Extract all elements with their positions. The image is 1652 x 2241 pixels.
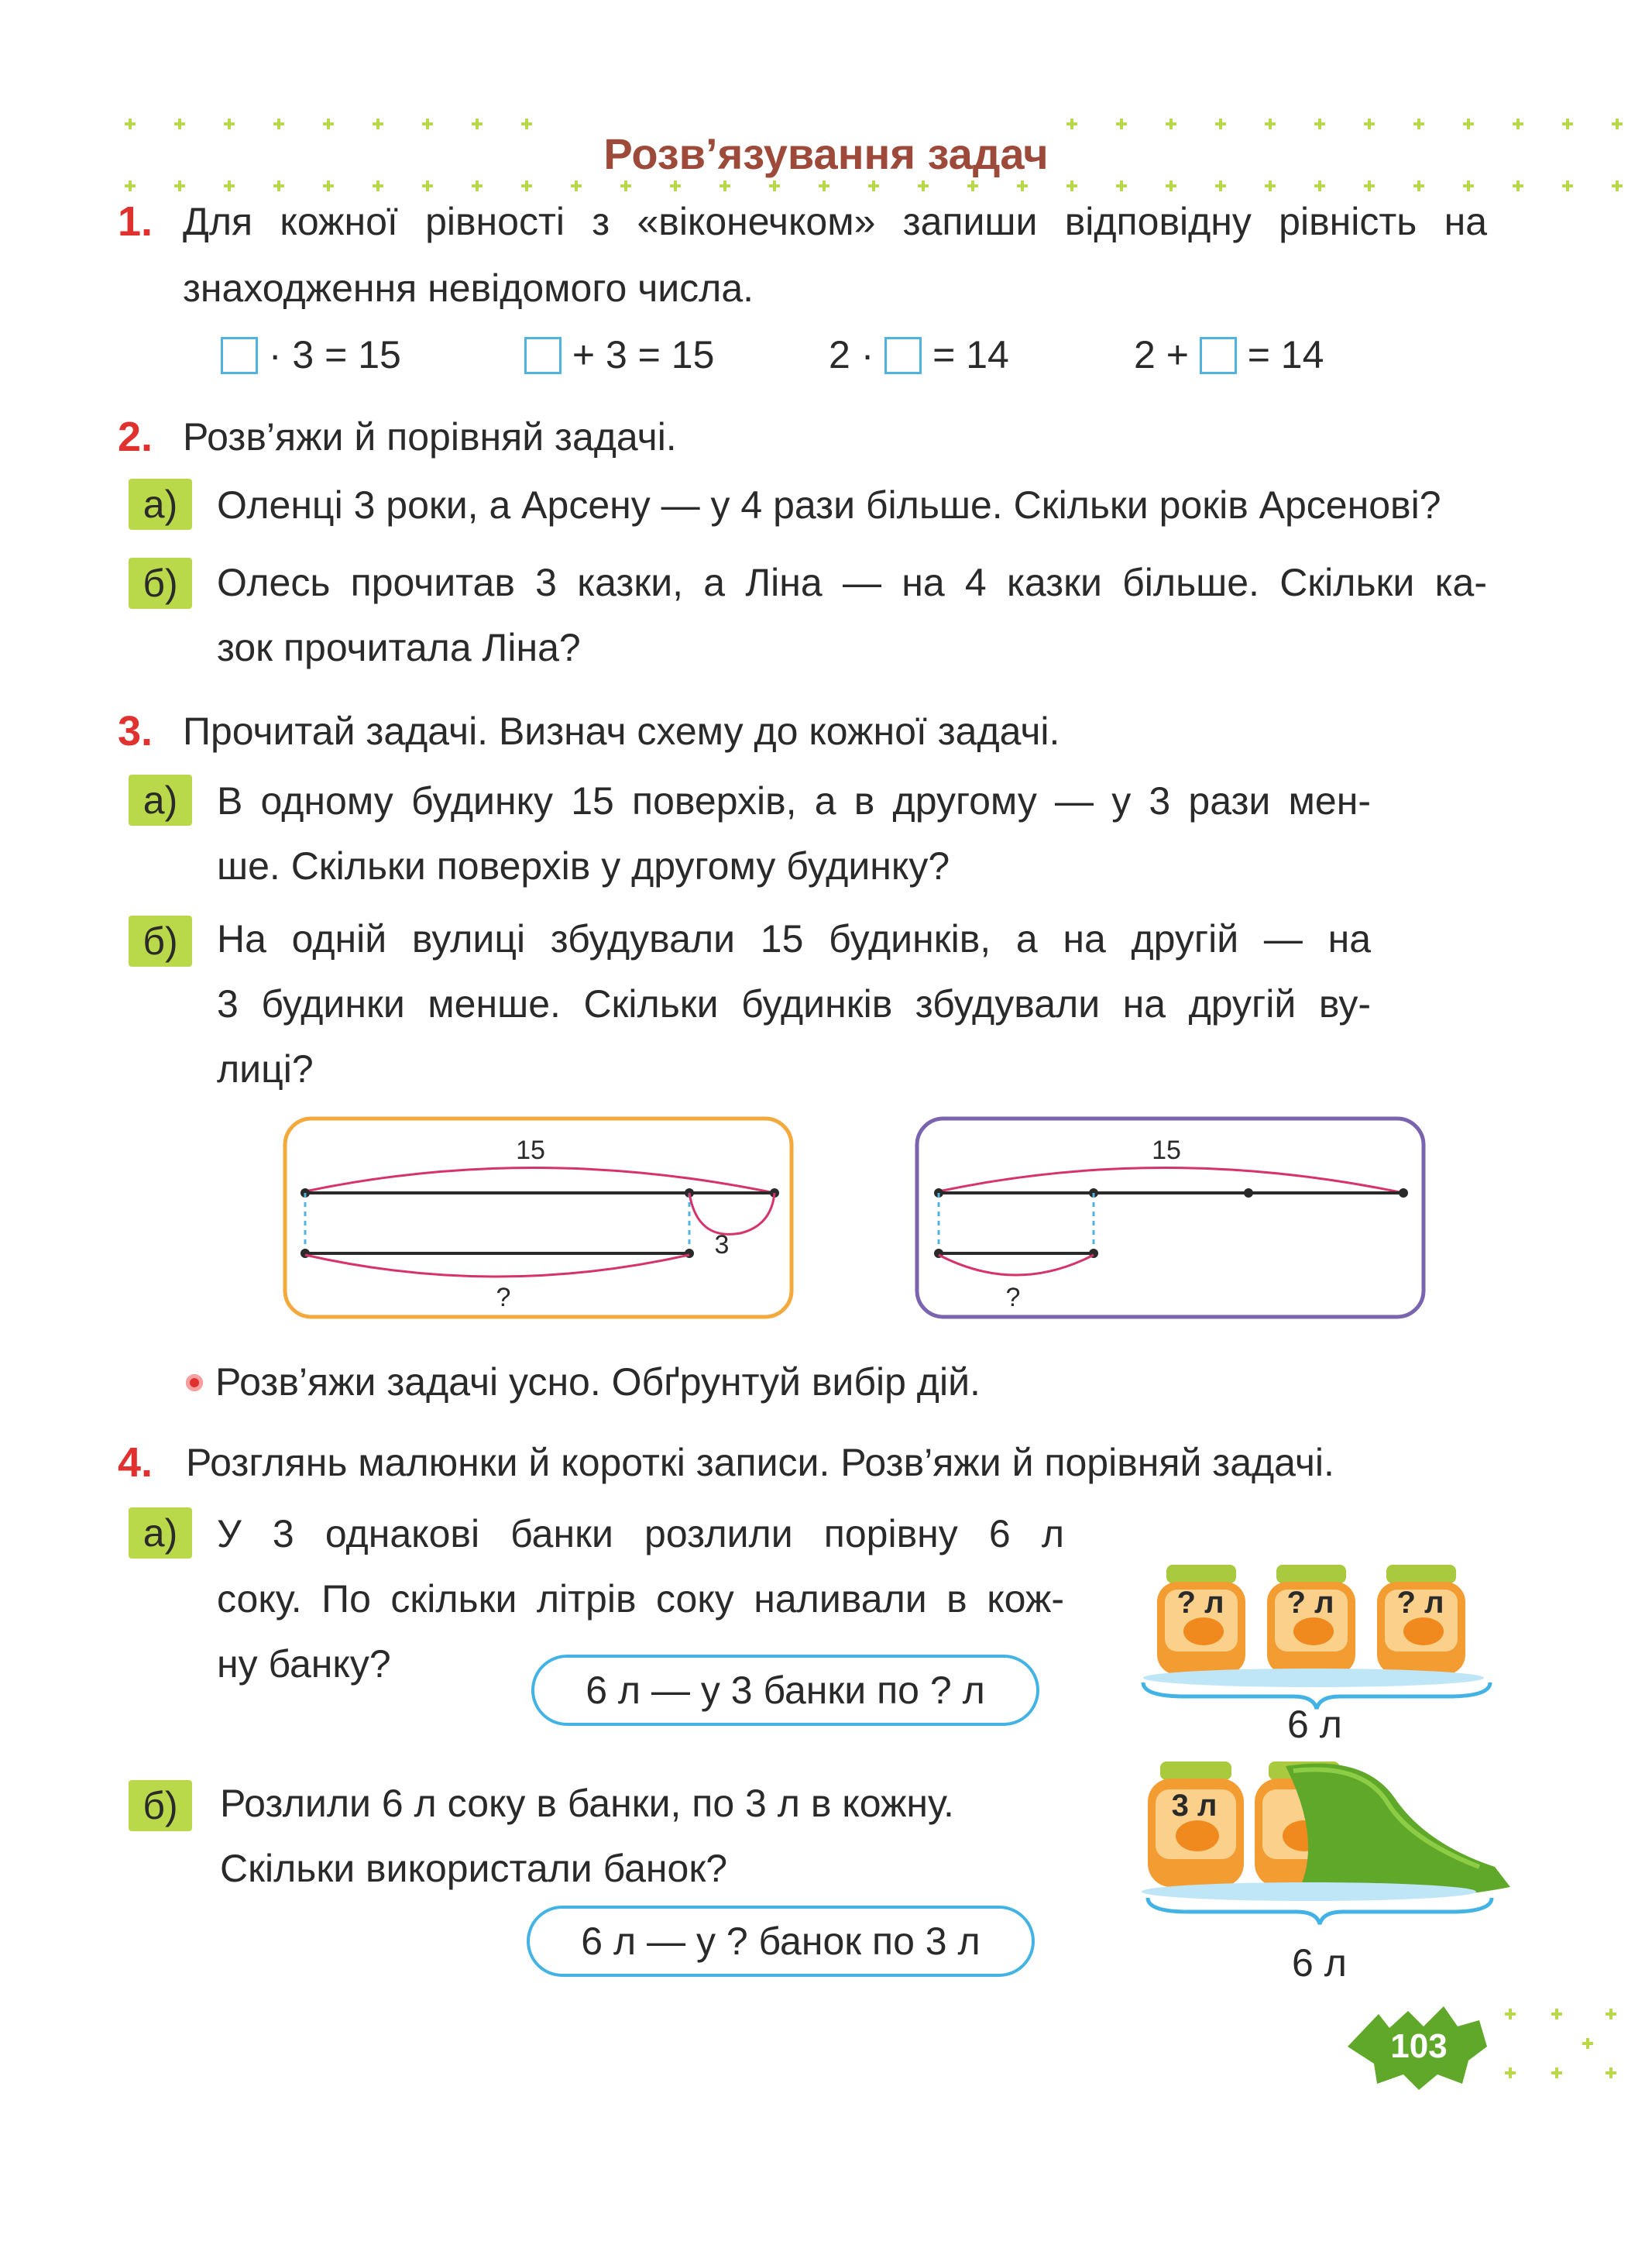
task3-text: Прочитай задачі. Визнач схему до кожної задачі. (183, 710, 1060, 753)
task2-label-a: а) (129, 479, 192, 530)
task3-label-b: б) (129, 916, 192, 967)
task2-b-line1: Олесь прочитав 3 казки, а Ліна — на 4 казки більше. Скільки ка- (217, 561, 1487, 604)
jar-icon (1377, 1565, 1465, 1675)
task2-a-text: Оленці 3 роки, а Арсену — у 4 рази більше. Скільки років Арсенові? (217, 483, 1441, 527)
equation-1: · 3 = 15 (221, 332, 401, 378)
task4-text: Розглянь малюнки й короткі записи. Розв’яжи й порівняй задачі. (186, 1441, 1334, 1484)
scheme-1-top-label: 15 (516, 1136, 545, 1165)
unknown-box (221, 337, 258, 374)
task4-b-line1: Розлили 6 л соку в банки, по 3 л в кожну. (220, 1782, 954, 1825)
jar-icon (1148, 1762, 1244, 1887)
task4-number: 4. (118, 1439, 153, 1486)
task3-b-line1: На одній вулиці збудували 15 будинків, а на другій — на (217, 917, 1371, 961)
task4-a-line1: У 3 однакові банки розлили порівну 6 л (217, 1512, 1064, 1555)
scheme-1-diff-label: 3 (714, 1230, 730, 1260)
task4-label-a: а) (129, 1507, 192, 1559)
green-cloth-icon (1286, 1763, 1510, 1895)
task3-bullet-text: Розв’яжи задачі усно. Обґрунтуй вибір дій. (215, 1360, 981, 1404)
page-number-badge (1332, 1983, 1652, 2107)
jars-a-total: 6 л (1287, 1703, 1342, 1746)
task2-number: 2. (118, 414, 153, 460)
jars-b-illustration (1131, 1751, 1510, 1960)
unknown-box (884, 337, 922, 374)
svg-text:? л: ? л (1396, 1586, 1444, 1620)
unknown-box (524, 337, 562, 374)
task4-a-short-record: 6 л — у 3 банки по ? л (531, 1655, 1039, 1726)
task2-text: Розв’яжи й порівняй задачі. (183, 415, 677, 459)
jars-b-total: 6 л (1292, 1941, 1347, 1985)
bullet-icon (186, 1374, 203, 1391)
task1-text-line1: Для кожної рівності з «віконечком» запиши відповідну рівність на (183, 200, 1487, 243)
task4-b-short-record: 6 л — у ? банок по 3 л (527, 1906, 1035, 1977)
equation-3: 2 · = 14 (829, 333, 1009, 376)
task4-a-line2: соку. По скільки літрів соку наливали в кож- (217, 1577, 1064, 1621)
scheme-2-question: ? (1005, 1283, 1021, 1312)
task2-b-line2: зок прочитала Ліна? (217, 626, 581, 669)
svg-text:? л: ? л (1286, 1586, 1334, 1620)
task4-label-b: б) (129, 1780, 192, 1831)
svg-text:? л: ? л (1176, 1586, 1224, 1620)
task4-a-line3: ну банку? (217, 1642, 391, 1686)
task1-text-line2: знаходження невідомого числа. (183, 266, 754, 310)
equation-2: + 3 = 15 (524, 332, 714, 378)
task3-a-line1: В одному будинку 15 поверхів, а в другому — у 3 рази мен- (217, 779, 1371, 823)
task3-number: 3. (118, 708, 153, 754)
page-title: Розв’язування задач (603, 129, 1049, 178)
brace-icon (1148, 1898, 1492, 1924)
task3-a-line2: ше. Скільки поверхів у другому будинку? (217, 844, 950, 888)
scheme-2 (911, 1112, 1430, 1323)
jar-icon (1157, 1565, 1245, 1675)
equation-4: 2 + = 14 (1134, 333, 1324, 376)
svg-text:3 л: 3 л (1171, 1789, 1218, 1823)
scheme-1-question: ? (496, 1283, 511, 1312)
unknown-box (1200, 337, 1237, 374)
task3-label-a: а) (129, 775, 192, 826)
scheme-2-top-label: 15 (1152, 1136, 1181, 1165)
task2-label-b: б) (129, 558, 192, 609)
task1-number: 1. (118, 198, 153, 245)
page-number: 103 (1390, 2027, 1448, 2065)
task3-b-line3: лиці? (217, 1047, 314, 1091)
scheme-1 (279, 1112, 798, 1323)
task3-b-line2: 3 будинки менше. Скільки будинків збудували на другій ву- (217, 982, 1371, 1026)
jar-icon (1267, 1565, 1355, 1675)
task4-b-line2: Скільки використали банок? (220, 1847, 728, 1890)
